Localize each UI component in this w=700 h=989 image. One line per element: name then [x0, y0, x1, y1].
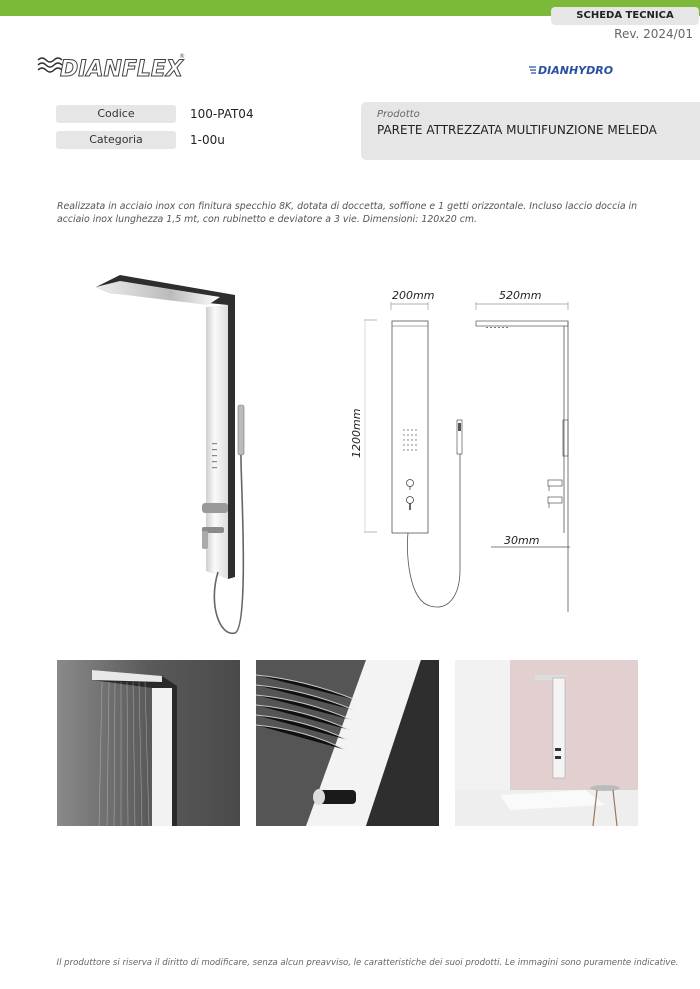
product-description: Realizzata in acciaio inox con finitura specchio 8K, dotata di doccetta, soffione e 1 getti orizzontale. Incluso laccio doccia in acciaio inox lunghezza 1,5 mt, con rubinetto e deviatore a 3 vie. Dimensioni: 120x20 cm.: [57, 201, 638, 225]
svg-text:DIANHYDRO: DIANHYDRO: [538, 64, 614, 76]
product-name: PARETE ATTREZZATA MULTIFUNZIONE MELEDA: [377, 123, 657, 137]
disclaimer-footer: Il produttore si riserva il diritto di modificare, senza alcun preavviso, le caratteristiche dei suoi prodotti. Le immagini sono puramente indicative.: [56, 958, 679, 968]
code-value: 100-PAT04: [190, 107, 254, 121]
product-label: Prodotto: [377, 109, 420, 120]
svg-text:30mm: 30mm: [504, 534, 540, 547]
rain-shower-photo: [57, 660, 240, 826]
dianflex-logo: [36, 48, 186, 82]
svg-text:520mm: 520mm: [499, 289, 542, 302]
svg-text:1200mm: 1200mm: [350, 408, 363, 458]
dianhydro-logo: [529, 62, 615, 76]
svg-text:®: ®: [179, 53, 185, 60]
svg-text:200mm: 200mm: [392, 289, 435, 302]
body-jets-photo: [256, 660, 439, 826]
bathroom-installation-photo: [455, 660, 638, 826]
technical-drawing: [340, 280, 600, 620]
svg-text:DIANFLEX: DIANFLEX: [60, 57, 183, 82]
category-label: Categoria: [56, 131, 176, 149]
sheet-type-badge: SCHEDA TECNICA: [551, 7, 699, 25]
code-label: Codice: [56, 105, 176, 123]
shower-panel-product-image: [90, 265, 260, 640]
product-box: [361, 102, 700, 160]
revision-label: Rev. 2024/01: [614, 27, 693, 41]
category-value: 1-00u: [190, 133, 225, 147]
